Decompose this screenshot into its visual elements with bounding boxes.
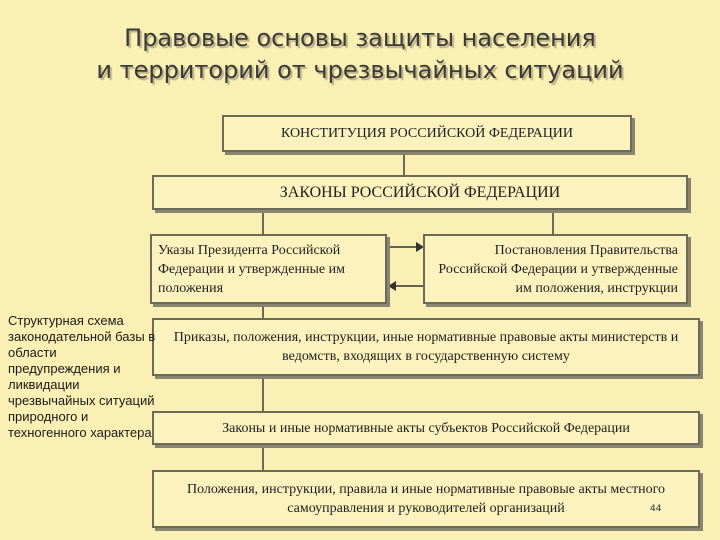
slide-title [0,22,720,86]
president-decrees-label: Указы Президента Российской Федерации и утвержденные им положения [158,243,345,296]
side-caption: Структурная схема законодательной базы в области предупреждения и ликвидации чрезвычайных ситуаций природного и техногенного характера [8,313,156,440]
regional-laws-box [152,411,700,445]
arrow-left-icon [388,281,396,291]
regional-laws-label: Законы и иные нормативные акты субъектов Российской Федерации [222,420,630,436]
constitution-box [222,115,632,152]
federal-laws-box [152,175,688,210]
title-line-2: и территорий от чрезвычайных ситуаций [96,56,624,84]
ministry-acts-label: Приказы, положения, инструкции, иные нормативные правовые акты министерств и ведомств, входящих в государственную систему [173,330,679,364]
connector-laws-right [552,209,554,235]
government-decrees-label: Постановления Правительства Российской Федерации и утвержденные им положения, инструкции [438,243,678,296]
president-decrees-box [150,234,387,304]
arrow-icons [386,236,426,296]
connector-laws-left [262,209,264,235]
local-acts-label: Положения, инструкции, правила и иные нормативные правовые акты местного самоуправления и руководителей организаций [186,482,666,516]
connector-ministries-regional [262,375,264,412]
ministry-acts-box [152,318,700,376]
title-line-1: Правовые основы защиты населения [124,24,596,52]
government-decrees-box [423,234,688,304]
page-number: 44 [650,504,662,514]
federal-laws-label: ЗАКОНЫ РОССИЙСКОЙ ФЕДЕРАЦИИ [279,184,561,201]
connector-regional-local [262,444,264,472]
connector-constitution-laws [403,151,405,176]
constitution-label: КОНСТИТУЦИЯ РОССИЙСКОЙ ФЕДЕРАЦИИ [280,126,574,141]
local-acts-box [152,470,700,528]
